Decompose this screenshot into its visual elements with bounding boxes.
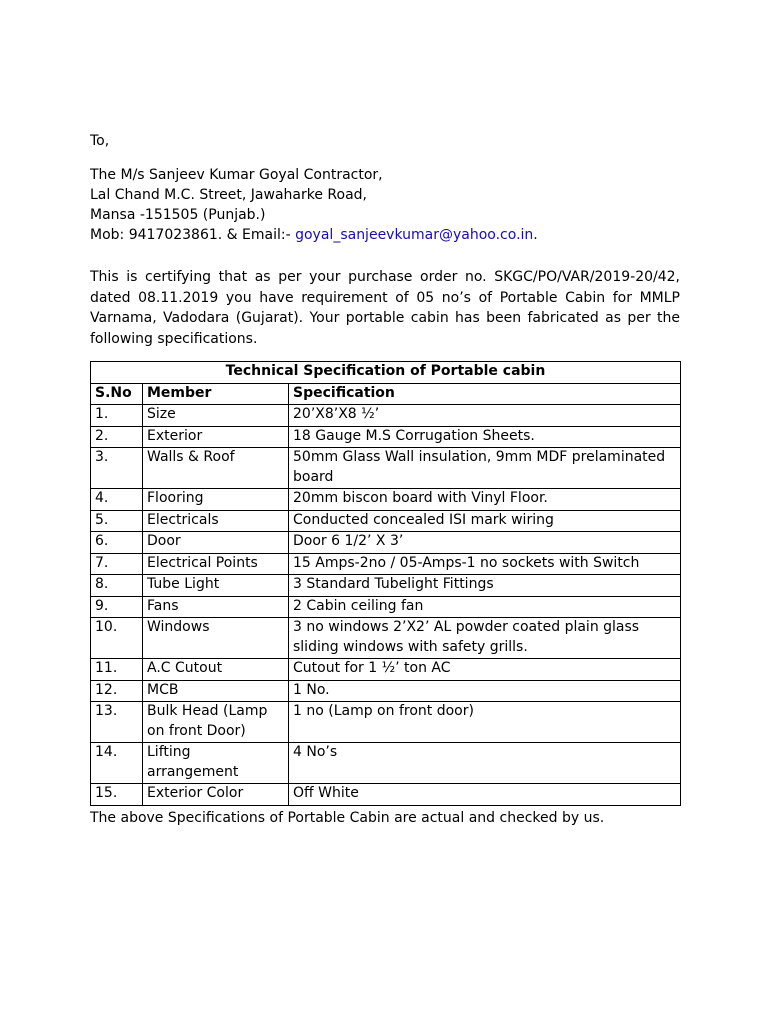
cell-specification: Cutout for 1 ½’ ton AC — [289, 659, 681, 681]
cell-specification: Conducted concealed ISI mark wiring — [289, 510, 681, 532]
cell-member: MCB — [143, 680, 289, 702]
cell-member: Fans — [143, 596, 289, 618]
cell-sno: 2. — [91, 426, 143, 448]
cell-member: Size — [143, 405, 289, 427]
cell-sno: 8. — [91, 575, 143, 597]
table-body — [91, 405, 681, 806]
cell-specification: Off White — [289, 784, 681, 806]
cell-sno: 5. — [91, 510, 143, 532]
cell-specification: 15 Amps-2no / 05-Amps-1 no sockets with Switch — [289, 553, 681, 575]
salutation: To, — [90, 133, 110, 149]
contact-suffix: . — [533, 227, 538, 243]
cell-specification: 1 no (Lamp on front door) — [289, 702, 681, 743]
address-line: The M/s Sanjeev Kumar Goyal Contractor, — [90, 167, 383, 183]
cell-specification: 4 No’s — [289, 743, 681, 784]
cell-member: Walls & Roof — [143, 448, 289, 489]
cell-member: Flooring — [143, 489, 289, 511]
table-row — [91, 489, 681, 511]
cell-member: Windows — [143, 618, 289, 659]
table-row — [91, 784, 681, 806]
table-row — [91, 743, 681, 784]
cell-specification: 20mm biscon board with Vinyl Floor. — [289, 489, 681, 511]
cell-sno: 15. — [91, 784, 143, 806]
cell-member: Lifting arrangement — [143, 743, 289, 784]
cell-member: Door — [143, 532, 289, 554]
cell-member: Bulk Head (Lamp on front Door) — [143, 702, 289, 743]
cell-specification: 50mm Glass Wall insulation, 9mm MDF prelaminated board — [289, 448, 681, 489]
table-row — [91, 596, 681, 618]
cell-specification: 3 no windows 2’X2’ AL powder coated plain glass sliding windows with safety grills. — [289, 618, 681, 659]
cell-sno: 11. — [91, 659, 143, 681]
address-line: Lal Chand M.C. Street, Jawaharke Road, — [90, 187, 367, 203]
address-block — [90, 165, 538, 245]
cell-member: Tube Light — [143, 575, 289, 597]
cell-member: Exterior Color — [143, 784, 289, 806]
cell-member: Exterior — [143, 426, 289, 448]
cell-member: A.C Cutout — [143, 659, 289, 681]
table-row — [91, 553, 681, 575]
cell-specification: Door 6 1/2’ X 3’ — [289, 532, 681, 554]
address-line: Mansa -151505 (Punjab.) — [90, 207, 266, 223]
table-row — [91, 405, 681, 427]
cell-sno: 13. — [91, 702, 143, 743]
body-paragraph: This is certifying that as per your purchase order no. SKGC/PO/VAR/2019-20/42, dated 08.11.2019 you have requirement of 05 no’s of Portable Cabin for MMLP Varnama, Vadodara (Gujarat). Your portable cabin has been fabricated as per the following specifications. — [90, 269, 680, 347]
cell-specification: 20’X8’X8 ½’ — [289, 405, 681, 427]
closing-statement: The above Specifications of Portable Cabin are actual and checked by us. — [90, 810, 605, 826]
column-header-sno: S.No — [91, 383, 143, 405]
table-title-row — [91, 362, 681, 384]
table-header-row — [91, 383, 681, 405]
table-row — [91, 575, 681, 597]
cell-member: Electrical Points — [143, 553, 289, 575]
cell-sno: 7. — [91, 553, 143, 575]
cell-sno: 1. — [91, 405, 143, 427]
table-row — [91, 448, 681, 489]
cell-specification: 3 Standard Tubelight Fittings — [289, 575, 681, 597]
cell-specification: 1 No. — [289, 680, 681, 702]
table-row — [91, 532, 681, 554]
cell-sno: 3. — [91, 448, 143, 489]
table-row — [91, 510, 681, 532]
table-row — [91, 659, 681, 681]
column-header-specification: Specification — [289, 383, 681, 405]
cell-sno: 10. — [91, 618, 143, 659]
cell-sno: 4. — [91, 489, 143, 511]
cell-specification: 2 Cabin ceiling fan — [289, 596, 681, 618]
table-row — [91, 426, 681, 448]
cell-specification: 18 Gauge M.S Corrugation Sheets. — [289, 426, 681, 448]
cell-sno: 14. — [91, 743, 143, 784]
cell-sno: 9. — [91, 596, 143, 618]
contact-line — [90, 225, 538, 245]
table-row — [91, 618, 681, 659]
cell-sno: 12. — [91, 680, 143, 702]
specification-table — [90, 361, 681, 806]
table-row — [91, 680, 681, 702]
contact-prefix: Mob: 9417023861. & Email:- — [90, 227, 296, 243]
column-header-member: Member — [143, 383, 289, 405]
table-title: Technical Specification of Portable cabin — [91, 362, 681, 384]
cell-sno: 6. — [91, 532, 143, 554]
email-link[interactable]: goyal_sanjeevkumar@yahoo.co.in — [295, 227, 534, 243]
cell-member: Electricals — [143, 510, 289, 532]
table-row — [91, 702, 681, 743]
